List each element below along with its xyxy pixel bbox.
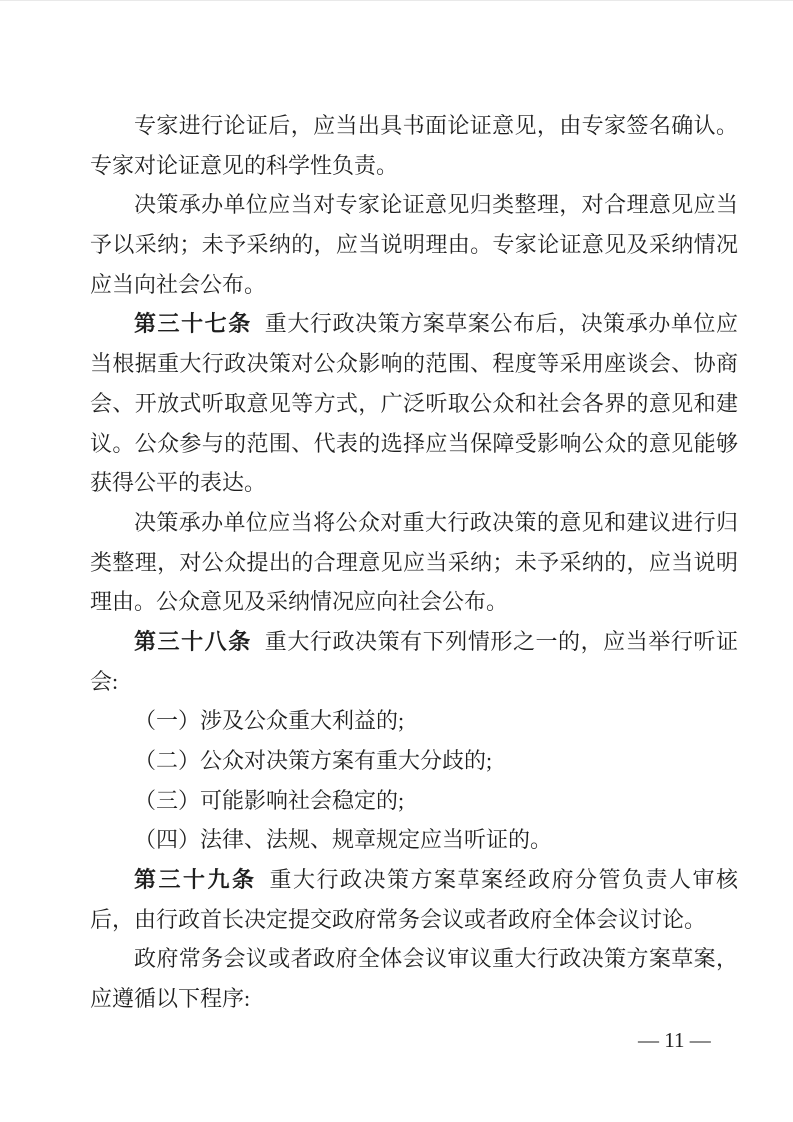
line-text: 会: — [90, 668, 119, 694]
document-text — [90, 106, 738, 1019]
line-text: （三）可能影响社会稳定的; — [134, 787, 405, 813]
line-text: 当根据重大行政决策对公众影响的范围、程度等采用座谈会、协商 — [90, 351, 738, 377]
text-line — [90, 582, 738, 622]
text-line — [90, 304, 738, 344]
line-text: 政府常务会议或者政府全体会议审议重大行政决策方案草案， — [134, 946, 738, 972]
line-text: 重大行政决策方案草案公布后，决策承办单位应 — [264, 311, 738, 337]
line-text: 重大行政决策有下列情形之一的，应当举行听证 — [264, 628, 738, 654]
article-39 — [90, 860, 738, 939]
text-line — [90, 185, 738, 225]
text-line — [90, 820, 738, 860]
article-number: 第三十九条 — [134, 867, 257, 893]
text-line — [90, 741, 738, 781]
text-line — [90, 463, 738, 503]
text-line — [90, 900, 738, 940]
line-text: 后，由行政首长决定提交政府常务会议或者政府全体会议讨论。 — [90, 906, 707, 932]
article-38-item-4 — [90, 820, 738, 860]
line-text: 应遵循以下程序: — [90, 986, 251, 1012]
line-text: 决策承办单位应当对专家论证意见归类整理，对合理意见应当 — [134, 192, 738, 218]
text-line — [90, 225, 738, 265]
text-line — [90, 384, 738, 424]
article-38 — [90, 622, 738, 701]
para-meeting-review-intro — [90, 939, 738, 1018]
article-38-item-1 — [90, 701, 738, 741]
text-line — [90, 503, 738, 543]
text-line — [90, 622, 738, 662]
para-public-opinion-handling — [90, 503, 738, 622]
line-text: 予以采纳；未予采纳的，应当说明理由。专家论证意见及采纳情况 — [90, 232, 738, 258]
text-line — [90, 106, 738, 146]
article-38-item-2 — [90, 741, 738, 781]
article-number: 第三十八条 — [134, 628, 252, 654]
text-line — [90, 860, 738, 900]
line-text: 应当向社会公布。 — [90, 271, 267, 297]
line-text: 专家进行论证后，应当出具书面论证意见，由专家签名确认。 — [134, 113, 738, 138]
article-38-item-3 — [90, 781, 738, 821]
para-expert-written-opinion — [90, 106, 738, 185]
page-top-edge — [0, 0, 793, 1]
article-number: 第三十七条 — [134, 311, 252, 337]
line-text: （二）公众对决策方案有重大分歧的; — [134, 748, 493, 773]
line-text: 获得公平的表达。 — [90, 470, 267, 496]
text-line — [90, 701, 738, 741]
article-37 — [90, 304, 738, 502]
text-line — [90, 662, 738, 702]
text-line — [90, 939, 738, 979]
text-line — [90, 344, 738, 384]
line-text: 理由。公众意见及采纳情况应向社会公布。 — [90, 589, 509, 615]
text-line — [90, 781, 738, 821]
line-text: 会、开放式听取意见等方式，广泛听取公众和社会各界的意见和建 — [90, 390, 738, 416]
line-text: （四）法律、法规、规章规定应当听证的。 — [134, 827, 553, 853]
line-text: 类整理，对公众提出的合理意见应当采纳；未予采纳的，应当说明 — [90, 549, 738, 575]
text-line — [90, 543, 738, 583]
line-text: 议。公众参与的范围、代表的选择应当保障受影响公众的意见能够 — [90, 430, 738, 456]
line-text: 专家对论证意见的科学性负责。 — [90, 152, 399, 178]
line-text: （一）涉及公众重大利益的; — [134, 708, 405, 734]
para-expert-opinion-handling — [90, 185, 738, 304]
text-line — [90, 265, 738, 305]
line-text: 重大行政决策方案草案经政府分管负责人审核 — [269, 867, 738, 893]
text-line — [90, 146, 738, 186]
line-text: 决策承办单位应当将公众对重大行政决策的意见和建议进行归 — [134, 509, 738, 535]
text-line — [90, 424, 738, 464]
page-number: — 11 — — [638, 1028, 711, 1052]
text-line — [90, 979, 738, 1019]
